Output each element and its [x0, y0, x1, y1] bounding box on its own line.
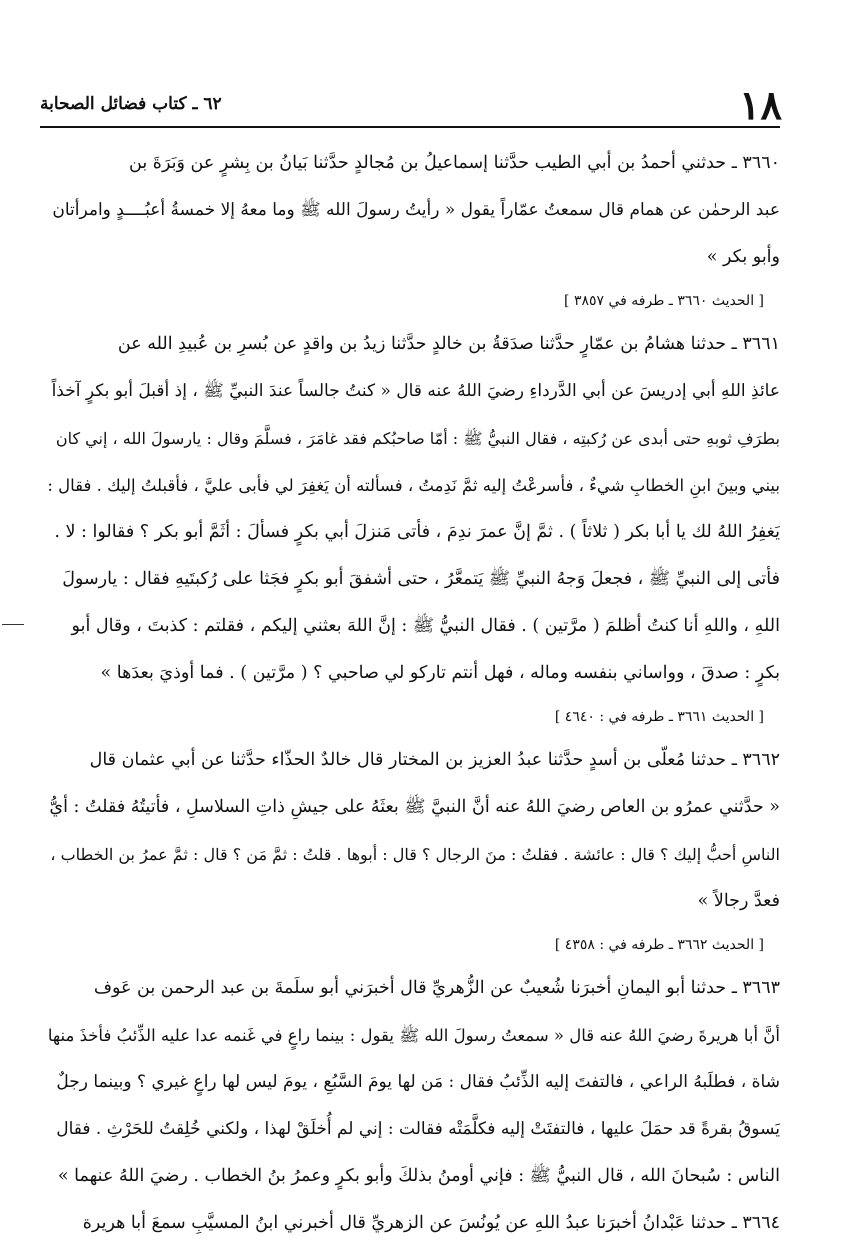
text-line: يَغفِرُ اللهُ لك يا أبا بكر ( ثلاثاً ) . ثمَّ إنَّ عمرَ ندِمَ ، فأتى مَنزلَ أبي بكرٍ فسألَ : أثَمَّ أبو بكر ؟ فقالوا : لا . — [54, 522, 780, 542]
hadith-3664 — [40, 1200, 780, 1247]
text-line: ٣٦٦٢ ـ حدثنا مُعلّى بن أسدٍ حدَّثنا عبدُ العزيز بن المختار قال خالدٌ الحذّاء حدَّثنا عن أبي عثمان قال — [89, 750, 780, 770]
text-line: عائذِ اللهِ أبي إدريسَ عن أبي الدَّرداءِ رضيَ اللهُ عنه قال « كنتُ جالساً عندَ النبيِّ ﷺ ، إذ أقبلَ أبو بكرٍ آخذاً — [51, 381, 780, 401]
text-line: بكرٍ : صدقَ ، وواساني بنفسه وماله ، فهل أنتم تاركو لي صاحبي ؟ ( مرَّتين ) . فما أوذيَ بعدَها » — [100, 663, 780, 683]
cross-reference-note: [ الحديث ٣٦٦١ ـ طرفه في : ٤٦٤٠ ] — [554, 709, 764, 725]
text-line: الناسِ أحبُّ إليك ؟ قال : عائشة . فقلتُ : منَ الرجال ؟ قال : أبوها . قلتُ : ثمَّ مَن ؟ قال : ثمَّ عمرُ بن الخطاب ، — [50, 845, 780, 864]
cross-reference-note: [ الحديث ٣٦٦٢ ـ طرفه في : ٤٣٥٨ ] — [554, 937, 764, 953]
page-header — [40, 82, 782, 129]
hadith-3660 — [40, 140, 780, 321]
text-line: أنَّ أبا هريرةَ رضيَ اللهُ عنه قال « سمعتُ رسولَ الله ﷺ يقول : بينما راعٍ في غَنمه عدا عليه الذِّئبُ فأخذَ منها — [47, 1026, 780, 1045]
running-title: ٦٢ ـ كتاب فضائل الصحابة — [40, 94, 222, 114]
text-line: شاة ، فطلَبهُ الراعي ، فالتفتَ إليه الذِّئبُ فقال : مَن لها يومَ السَّبُعِ ، يومَ ليس لها راعٍ غيري ؟ وبينما رجلٌ — [56, 1072, 780, 1092]
text-line: يَسوقُ بقرةً قد حمَلَ عليها ، فالتفتَتْ إليه فكلَّمَتْه فقالت : إني لم أُخلَقْ لهذا ، ولكني خُلِقتُ للحَرْثِ . فقال — [56, 1119, 780, 1139]
page-number: ١٨ — [739, 82, 782, 129]
page-body — [40, 140, 780, 1247]
text-line: ٣٦٦١ ـ حدثنا هشامُ بن عمّارٍ حدَّثنا صدَقةُ بن خالدٍ حدَّثنا زيدُ بن واقدٍ عن بُسرِ بن عُبيدِ الله عن — [117, 334, 780, 354]
text-line: الناس : سُبحانَ الله ، قال النبيُّ ﷺ : فإني أومنُ بذلكَ وأبو بكرٍ وعمرُ بنُ الخطاب . رضيَ اللهُ عنهما » — [57, 1166, 780, 1186]
text-line: « حدَّثني عمرُو بن العاص رضيَ اللهُ عنه أنَّ النبيَّ ﷺ بعثَهُ على جيشِ ذاتِ السلاسلِ ، فأتيتُهُ فقلتُ : أيُّ — [49, 797, 780, 817]
text-line: وأبو بكر » — [706, 247, 780, 267]
hadith-3661 — [40, 321, 780, 737]
header-rule — [40, 126, 780, 128]
text-line: ٣٦٦٤ ـ حدثنا عَبْدانُ أخبرَنا عبدُ اللهِ عن يُونُسَ عن الزهريِّ قال أخبرني ابنُ المسيَّبِ سمعَ أبا هريرة — [82, 1213, 780, 1233]
text-line: بطرَفِ ثوبهِ حتى أبدى عن رُكبتِه ، فقال النبيُّ ﷺ : أمّا صاحبُكم فقد غامَرَ ، فسلَّمَ وقال : يارسولَ الله ، إني كان — [55, 429, 780, 448]
text-line: ٣٦٦٣ ـ حدثنا أبو اليمانِ أخبرَنا شُعيبٌ عن الزُّهريِّ قال أخبرَني أبو سلَمةَ بن عبد الرحمن بن عَوف — [93, 978, 780, 998]
text-line: عبد الرحمٰن عن همام قال سمعتُ عمّاراً يقول « رأيتُ رسولَ الله ﷺ وما معهُ إلا خمسةُ أعبُــــدٍ وامرأتان — [52, 200, 780, 220]
hadith-3662 — [40, 737, 780, 965]
text-line: فعدَّ رجالاً » — [697, 891, 780, 911]
cross-reference-note: [ الحديث ٣٦٦٠ ـ طرفه في ٣٨٥٧ ] — [564, 293, 764, 309]
text-line: فأتى إلى النبيِّ ﷺ ، فجعلَ وَجهُ النبيِّ ﷺ يَتمعَّرُ ، حتى أشفقَ أبو بكرٍ فجَثا على رُكبتَيهِ فقال : يارسولَ — [62, 569, 780, 589]
text-line: اللهِ ، واللهِ أنا كنتُ أظلمَ ( مرَّتين ) . فقال النبيُّ ﷺ : إنَّ اللهَ بعثني إليكم ، فقلتم : كذبتَ ، وقال أبو — [71, 616, 780, 636]
text-line: بيني وبينَ ابنِ الخطابِ شيءٌ ، فأسرعْتُ إليه ثمَّ نَدِمتُ ، فسألته أن يَغفِرَ لي فأبى عليَّ ، فأقبلتُ إليك . فقال : — [47, 476, 780, 495]
hadith-3663 — [40, 965, 780, 1200]
text-line: ٣٦٦٠ ـ حدثني أحمدُ بن أبي الطيب حدَّثنا إسماعيلُ بن مُجالدٍ حدَّثنا بَيانُ بن بِشرٍ عن وَبَرَةَ بن — [129, 153, 780, 173]
margin-mark — [2, 624, 24, 625]
